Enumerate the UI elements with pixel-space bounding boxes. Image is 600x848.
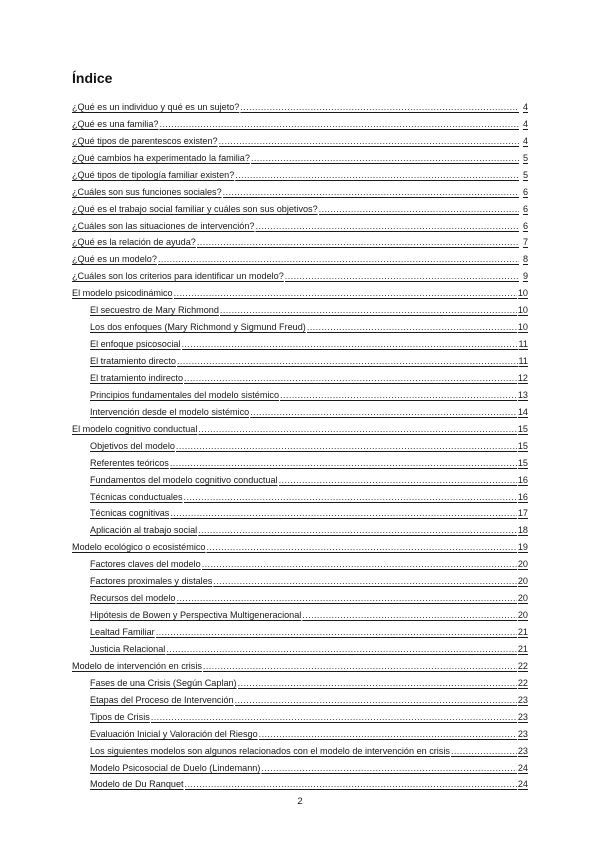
toc-entry-page: 6 bbox=[522, 186, 528, 197]
toc-entry-page: 24 bbox=[517, 762, 528, 773]
toc-subentry[interactable] bbox=[72, 570, 528, 587]
toc-entry[interactable] bbox=[72, 113, 528, 130]
toc-entry-page: 6 bbox=[522, 220, 528, 231]
toc-subentry[interactable] bbox=[72, 587, 528, 604]
toc-entry-page: 12 bbox=[517, 372, 528, 383]
toc-entry-label: Referentes teóricos bbox=[90, 457, 169, 468]
toc-entry-page: 23 bbox=[517, 711, 528, 722]
toc-entry-label: ¿Qué es el trabajo social familiar y cuáles son sus objetivos? bbox=[72, 203, 318, 214]
toc-subentry[interactable] bbox=[72, 638, 528, 655]
toc-entry-label: Fases de una Crisis (Según Caplan) bbox=[90, 677, 237, 688]
toc-entry[interactable] bbox=[72, 232, 528, 249]
toc-entry-label: ¿Cuáles son sus funciones sociales? bbox=[72, 186, 222, 197]
toc-entry-label: Recursos del modelo bbox=[90, 593, 176, 604]
toc-entry-label: El secuestro de Mary Richmond bbox=[90, 305, 219, 316]
toc-leader-dots bbox=[319, 203, 519, 215]
toc-entry-page: 11 bbox=[518, 339, 528, 350]
toc-entry-page: 23 bbox=[517, 728, 528, 739]
toc-entry-label: Aplicación al trabajo social bbox=[90, 525, 198, 536]
toc-subentry[interactable] bbox=[72, 723, 528, 740]
toc-entry[interactable] bbox=[72, 96, 528, 113]
toc-entry[interactable] bbox=[72, 265, 528, 282]
toc-entry-label: Modelo ecológico o ecosistémico bbox=[72, 542, 206, 553]
toc-entry-page: 11 bbox=[518, 356, 528, 366]
toc-entry-page: 21 bbox=[517, 643, 528, 654]
toc-entry-label: Justicia Relacional bbox=[90, 643, 166, 654]
toc-leader-dots bbox=[182, 338, 518, 350]
toc-entry[interactable] bbox=[72, 130, 528, 147]
toc-entry-label: ¿Qué tipos de tipología familiar existen? bbox=[72, 169, 235, 180]
toc-leader-dots bbox=[240, 101, 519, 113]
toc-leader-dots bbox=[170, 457, 517, 469]
toc-leader-dots bbox=[255, 220, 519, 232]
page-number: 2 bbox=[297, 796, 303, 807]
toc-entry-page: 4 bbox=[522, 118, 528, 129]
toc-subentry[interactable] bbox=[72, 503, 528, 520]
toc-subentry[interactable] bbox=[72, 553, 528, 570]
toc-entry-page: 20 bbox=[517, 610, 528, 621]
toc-entry-page: 22 bbox=[517, 660, 528, 671]
toc-subentry[interactable] bbox=[72, 604, 528, 621]
toc-entry-page: 5 bbox=[522, 169, 528, 180]
toc-leader-dots bbox=[156, 626, 517, 638]
toc-leader-dots bbox=[219, 135, 519, 147]
toc-leader-dots bbox=[451, 745, 517, 757]
toc-subentry[interactable] bbox=[72, 774, 528, 791]
toc-subentry[interactable] bbox=[72, 706, 528, 723]
toc-entry[interactable] bbox=[72, 164, 528, 181]
toc-subentry[interactable] bbox=[72, 299, 528, 316]
toc-subentry[interactable] bbox=[72, 367, 528, 384]
toc-entry-page: 10 bbox=[517, 322, 528, 333]
toc-entry[interactable] bbox=[72, 248, 528, 265]
toc-entry-label: Objetivos del modelo bbox=[90, 440, 175, 451]
toc-leader-dots bbox=[259, 728, 517, 740]
toc-subentry[interactable] bbox=[72, 384, 528, 401]
toc-subentry[interactable] bbox=[72, 469, 528, 486]
toc-entry-page: 24 bbox=[517, 779, 528, 790]
toc-entry-page: 22 bbox=[517, 677, 528, 688]
toc-leader-dots bbox=[238, 677, 517, 689]
toc-entry-label: ¿Cuáles son los criterios para identificar un modelo? bbox=[72, 271, 284, 282]
toc-subentry[interactable] bbox=[72, 333, 528, 350]
toc-subentry[interactable] bbox=[72, 621, 528, 638]
toc-entry-page: 16 bbox=[517, 474, 528, 485]
toc-leader-dots bbox=[206, 541, 516, 553]
toc-entry-page: 9 bbox=[522, 271, 528, 282]
toc-entry-page: 18 bbox=[517, 525, 528, 536]
table-of-contents bbox=[72, 96, 528, 790]
toc-entry-label: Principios fundamentales del modelo sistémico bbox=[90, 389, 280, 400]
toc-leader-dots bbox=[184, 491, 517, 503]
toc-entry-page: 10 bbox=[517, 305, 528, 316]
toc-subentry[interactable] bbox=[72, 452, 528, 469]
toc-entry-label: Lealtad Familiar bbox=[90, 627, 155, 637]
toc-subentry[interactable] bbox=[72, 689, 528, 706]
toc-leader-dots bbox=[261, 762, 517, 774]
toc-leader-dots bbox=[251, 152, 519, 164]
toc-entry-page: 4 bbox=[522, 101, 528, 112]
toc-entry-label: Etapas del Proceso de Intervención bbox=[90, 694, 234, 705]
toc-leader-dots bbox=[235, 169, 519, 181]
toc-entry-page: 5 bbox=[522, 152, 528, 163]
toc-entry-label: Técnicas cognitivas bbox=[90, 508, 170, 519]
toc-leader-dots bbox=[197, 236, 519, 248]
toc-leader-dots bbox=[174, 287, 517, 299]
toc-entry-page: 8 bbox=[522, 254, 528, 265]
toc-leader-dots bbox=[302, 609, 517, 621]
toc-entry[interactable] bbox=[72, 418, 528, 435]
toc-entry-page: 13 bbox=[517, 389, 528, 400]
toc-leader-dots bbox=[198, 524, 517, 536]
toc-leader-dots bbox=[170, 507, 517, 519]
toc-subentry[interactable] bbox=[72, 757, 528, 774]
toc-entry-label: ¿Cuáles son las situaciones de intervención? bbox=[72, 220, 255, 231]
toc-subentry[interactable] bbox=[72, 350, 528, 367]
toc-leader-dots bbox=[198, 423, 517, 435]
toc-leader-dots bbox=[220, 304, 517, 316]
toc-entry-page: 19 bbox=[517, 542, 528, 553]
toc-entry-page: 14 bbox=[517, 406, 528, 417]
toc-entry-label: Factores claves del modelo bbox=[90, 559, 201, 570]
toc-leader-dots bbox=[279, 474, 517, 486]
toc-entry-page: 16 bbox=[517, 491, 528, 502]
toc-leader-dots bbox=[159, 118, 519, 130]
toc-entry-page: 20 bbox=[517, 593, 528, 604]
toc-leader-dots bbox=[184, 372, 517, 384]
toc-subentry[interactable] bbox=[72, 486, 528, 503]
toc-entry-page: 7 bbox=[522, 237, 528, 248]
toc-leader-dots bbox=[185, 778, 517, 790]
toc-entry-label: Modelo de Du Ranquet bbox=[90, 779, 184, 790]
toc-leader-dots bbox=[235, 694, 517, 706]
toc-entry-page: 15 bbox=[517, 440, 528, 451]
toc-subentry[interactable] bbox=[72, 519, 528, 536]
toc-entry-page: 6 bbox=[522, 203, 528, 214]
toc-entry-label: Intervención desde el modelo sistémico bbox=[90, 406, 250, 417]
toc-entry-label: ¿Qué es una familia? bbox=[72, 118, 159, 129]
toc-leader-dots bbox=[202, 558, 517, 570]
toc-entry-page: 21 bbox=[517, 627, 528, 637]
toc-subentry[interactable] bbox=[72, 401, 528, 418]
toc-entry-page: 4 bbox=[522, 135, 528, 146]
toc-leader-dots bbox=[176, 440, 517, 452]
toc-entry-page: 15 bbox=[517, 457, 528, 468]
toc-entry-label: Hipótesis de Bowen y Perspectiva Multigeneracional bbox=[90, 610, 302, 621]
toc-entry-page: 23 bbox=[517, 694, 528, 705]
toc-entry-label: El tratamiento directo bbox=[90, 356, 176, 366]
toc-leader-dots bbox=[250, 406, 517, 418]
toc-leader-dots bbox=[176, 592, 516, 604]
toc-entry-label: El enfoque psicosocial bbox=[90, 339, 181, 350]
toc-entry-label: ¿Qué cambios ha experimentado la familia? bbox=[72, 152, 250, 163]
toc-entry-label: ¿Qué tipos de parentescos existen? bbox=[72, 135, 218, 146]
toc-title: Índice bbox=[72, 70, 113, 86]
toc-leader-dots bbox=[307, 321, 517, 333]
toc-entry-label: Modelo de intervención en crisis bbox=[72, 660, 202, 671]
toc-leader-dots bbox=[177, 355, 518, 367]
toc-entry-label: Los dos enfoques (Mary Richmond y Sigmund Freud) bbox=[90, 322, 306, 333]
toc-entry-label: ¿Qué es un modelo? bbox=[72, 254, 157, 265]
toc-entry-page: 20 bbox=[517, 559, 528, 570]
toc-leader-dots bbox=[203, 660, 517, 672]
toc-entry-label: Técnicas conductuales bbox=[90, 491, 183, 502]
toc-subentry[interactable] bbox=[72, 435, 528, 452]
toc-subentry[interactable] bbox=[72, 316, 528, 333]
toc-entry-label: El modelo psicodinámico bbox=[72, 288, 173, 299]
toc-entry-label: Fundamentos del modelo cognitivo conductual bbox=[90, 474, 278, 485]
toc-entry-label: El modelo cognitivo conductual bbox=[72, 423, 198, 434]
toc-subentry[interactable] bbox=[72, 672, 528, 689]
toc-leader-dots bbox=[158, 253, 519, 265]
toc-entry-label: Factores proximales y distales bbox=[90, 576, 213, 587]
toc-entry[interactable] bbox=[72, 181, 528, 198]
toc-entry[interactable] bbox=[72, 282, 528, 299]
toc-entry[interactable] bbox=[72, 536, 528, 553]
toc-subentry[interactable] bbox=[72, 740, 528, 757]
toc-entry-label: Los siguientes modelos son algunos relacionados con el modelo de intervención en crisis bbox=[90, 745, 450, 756]
toc-entry-page: 10 bbox=[517, 288, 528, 299]
toc-leader-dots bbox=[151, 711, 517, 723]
toc-leader-dots bbox=[223, 186, 519, 198]
toc-entry[interactable] bbox=[72, 215, 528, 232]
toc-entry-label: ¿Qué es un individuo y qué es un sujeto? bbox=[72, 101, 240, 112]
toc-leader-dots bbox=[166, 643, 517, 655]
toc-entry-label: El tratamiento indirecto bbox=[90, 372, 184, 383]
toc-leader-dots bbox=[213, 575, 517, 587]
toc-entry-page: 17 bbox=[517, 508, 528, 519]
toc-entry-page: 23 bbox=[517, 745, 528, 756]
toc-entry[interactable] bbox=[72, 198, 528, 215]
toc-entry-label: ¿Qué es la relación de ayuda? bbox=[72, 237, 196, 248]
toc-leader-dots bbox=[280, 389, 517, 401]
toc-entry[interactable] bbox=[72, 655, 528, 672]
toc-leader-dots bbox=[285, 270, 519, 282]
toc-entry-label: Evaluación Inicial y Valoración del Riesgo bbox=[90, 728, 258, 739]
toc-entry-page: 20 bbox=[517, 576, 528, 587]
toc-entry-label: Tipos de Crisis bbox=[90, 711, 150, 722]
toc-entry[interactable] bbox=[72, 147, 528, 164]
toc-entry-page: 15 bbox=[517, 423, 528, 434]
toc-entry-label: Modelo Psicosocial de Duelo (Lindemann) bbox=[90, 762, 261, 773]
